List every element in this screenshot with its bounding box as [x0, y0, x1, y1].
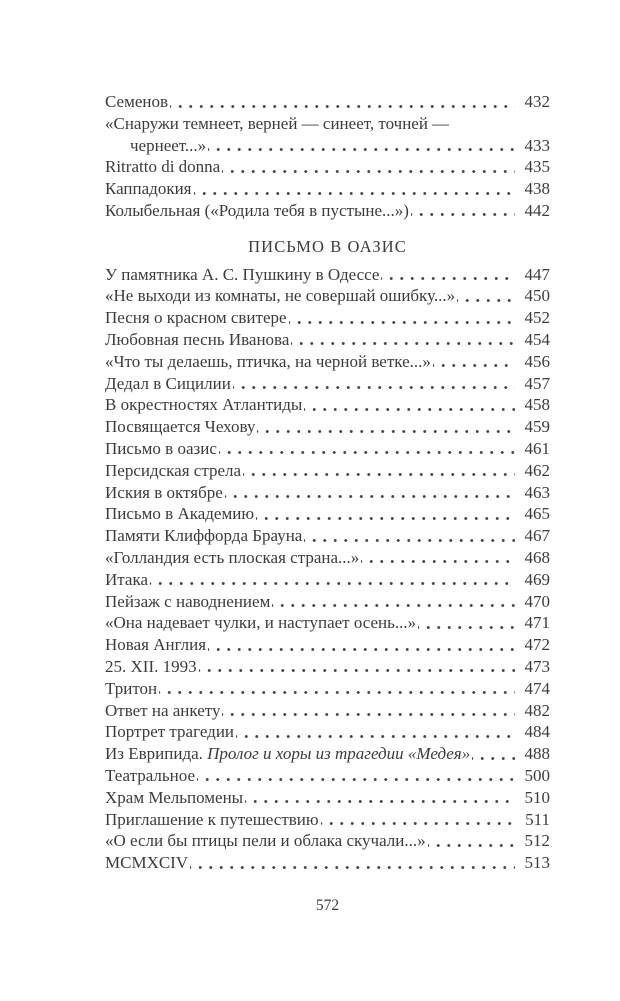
dot-leader — [245, 787, 515, 809]
dot-leader — [321, 809, 515, 831]
toc-entry-page: 513 — [524, 853, 550, 873]
toc-entry-title-text: MCMXCIV — [105, 853, 189, 873]
toc-entry-title-text: Тритон — [105, 678, 158, 698]
dot-leader — [197, 765, 515, 787]
toc-entry-title-text: В окрестностях Атлантиды — [105, 395, 303, 415]
toc-entry — [105, 135, 550, 157]
dot-leader — [219, 438, 515, 460]
toc-entry-title — [105, 482, 223, 504]
dot-leader — [159, 678, 515, 700]
toc-entry — [105, 765, 550, 787]
toc-entry-title — [105, 373, 231, 395]
toc-entry-title — [105, 700, 220, 722]
toc-entry-title-text: Памяти Клиффорда Брауна — [105, 526, 303, 546]
dot-leader — [257, 416, 515, 438]
toc-entry — [105, 656, 550, 678]
toc-entry — [105, 285, 550, 307]
toc-entry-page: 469 — [524, 569, 550, 589]
toc-entry — [105, 612, 550, 634]
dot-leader — [225, 482, 515, 504]
page-number: 572 — [315, 896, 340, 914]
toc-entry-title — [105, 264, 379, 286]
toc-entry-title — [105, 569, 148, 591]
dot-leader — [457, 285, 515, 307]
toc-entry — [105, 678, 550, 700]
dot-leader — [222, 700, 515, 722]
toc-entry-title — [105, 787, 243, 809]
toc-entry-title — [105, 113, 449, 135]
toc-entry-page: 454 — [524, 329, 550, 349]
toc-entry-title-text: Новая Англия — [105, 635, 207, 655]
toc-entry-title-text: Итака — [105, 569, 149, 589]
toc-entry-title-text: У памятника А. С. Пушкину в Одессе — [105, 264, 380, 284]
toc-entry-title — [105, 809, 319, 831]
toc-entry — [105, 178, 550, 200]
toc-entry-page: 511 — [525, 809, 550, 829]
toc-entry — [105, 721, 550, 743]
toc-entry — [105, 394, 550, 416]
toc-entry — [105, 482, 550, 504]
toc-entry — [105, 743, 550, 765]
toc-entry — [105, 113, 550, 135]
toc-entry-title — [105, 460, 241, 482]
toc-entry-title-text: Ritratto di donna — [105, 157, 221, 177]
toc-entry — [105, 830, 550, 852]
toc-entry-title-text: «Не выходи из комнаты, не совершай ошибку...» — [105, 286, 456, 306]
toc-entry-title-italic: Пролог и хоры из трагедии «Медея» — [207, 744, 471, 764]
toc-entry-title-text: Из Еврипида. — [105, 744, 208, 764]
toc-entry-title-text: Ответ на анкету — [105, 700, 221, 720]
toc-entry-page: 510 — [524, 787, 550, 807]
dot-leader — [208, 135, 515, 157]
toc-entry-page: 447 — [524, 264, 550, 284]
dot-leader — [243, 460, 515, 482]
toc-entry-title — [105, 156, 220, 178]
dot-leader — [272, 591, 515, 613]
dot-leader — [150, 569, 515, 591]
toc-entry-page: 470 — [524, 591, 550, 611]
toc-entry-title-text: Семенов — [105, 92, 169, 111]
toc-entry-title-text: Посвящается Чехову — [105, 417, 256, 437]
toc-entry-page: 500 — [524, 765, 550, 785]
dot-leader — [208, 634, 515, 656]
dot-leader — [256, 503, 515, 525]
toc-entry-page: 471 — [524, 613, 550, 633]
toc-entry-title — [105, 329, 289, 351]
toc-entry-page: 442 — [524, 200, 550, 220]
dot-leader — [170, 91, 515, 113]
toc-entry-title — [105, 394, 302, 416]
toc-entry-title — [130, 135, 206, 157]
toc-entry — [105, 373, 550, 395]
toc-entry — [105, 200, 550, 222]
toc-entry-title — [105, 612, 416, 634]
dot-leader — [418, 612, 515, 634]
dot-leader — [190, 852, 515, 874]
toc-entry — [105, 156, 550, 178]
toc-entry-title-text: «Что ты делаешь, птичка, на черной ветке...» — [105, 351, 431, 371]
toc-entry-title — [105, 351, 431, 373]
toc-entry-page: 472 — [524, 635, 550, 655]
toc-entry-title — [105, 830, 426, 852]
toc-entry — [105, 438, 550, 460]
dot-leader — [199, 656, 515, 678]
toc-entry-title-text: Дедал в Сицилии — [105, 373, 231, 393]
toc-entry-title — [105, 721, 234, 743]
toc-entry-page: 452 — [524, 308, 550, 328]
toc-entry — [105, 634, 550, 656]
dot-leader — [233, 373, 515, 395]
toc-entry-title-text: «Голландия есть плоская страна...» — [105, 547, 360, 567]
toc-entry-page: 450 — [524, 286, 550, 306]
toc-entry-title-text: Приглашение к путешествию — [105, 809, 319, 829]
toc-entry-title-text: «О если бы птицы пели и облака скучали...» — [105, 831, 426, 851]
toc-entry-title-text: Песня о красном свитере — [105, 308, 287, 328]
toc-entry-page: 435 — [524, 157, 550, 177]
toc-entry-title-text: Персидская стрела — [105, 460, 242, 480]
toc-entry-page: 467 — [524, 526, 550, 546]
toc-entry — [105, 416, 550, 438]
toc-entry-page: 456 — [524, 351, 550, 371]
toc-entry-title-text: Портрет трагедии — [105, 722, 235, 742]
toc-entry-title-text: Театральное — [105, 765, 196, 785]
toc-entry — [105, 525, 550, 547]
toc-entry-title-text: чернеет...» — [130, 135, 207, 155]
toc-entry-title — [105, 438, 217, 460]
toc-entry — [105, 503, 550, 525]
toc-entry — [105, 329, 550, 351]
toc-entry-title-text: Любовная песнь Иванова — [105, 329, 290, 349]
toc-entry-title-text: Каппадокия — [105, 179, 192, 199]
toc-entry-page: 482 — [524, 700, 550, 720]
dot-leader — [472, 743, 515, 765]
dot-leader — [236, 721, 515, 743]
toc-entry-title-text: Письмо в оазис — [105, 438, 217, 458]
toc-entry-title — [105, 307, 287, 329]
toc-entry-title — [105, 765, 195, 787]
dot-leader — [194, 178, 515, 200]
toc-entry-title-text: «Она надевает чулки, и наступает осень...» — [105, 613, 417, 633]
toc-entry — [105, 809, 550, 831]
dot-leader — [222, 156, 515, 178]
toc-entry — [105, 547, 550, 569]
dot-leader — [289, 307, 515, 329]
toc-entry-title — [105, 678, 157, 700]
toc-entry-page: 457 — [524, 373, 550, 393]
toc-entry-title — [105, 852, 188, 874]
dot-leader — [304, 525, 515, 547]
toc-entry — [105, 460, 550, 482]
toc-entry-page: 459 — [524, 417, 550, 437]
toc-entry-page: 433 — [524, 135, 550, 155]
toc-entry-title — [105, 503, 254, 525]
toc-entry-title — [105, 285, 455, 307]
toc-entry — [105, 307, 550, 329]
dot-leader — [433, 351, 515, 373]
section-heading: ПИСЬМО В ОАЗИС — [248, 236, 407, 256]
toc-entry-title — [105, 200, 409, 222]
toc-entry-title-text: Пейзаж с наводнением — [105, 591, 271, 611]
toc-entry-page: 488 — [524, 744, 550, 764]
toc-entry-title — [105, 91, 168, 113]
toc-entry — [105, 591, 550, 613]
toc-entry-page: 473 — [524, 656, 550, 676]
toc-entry-title — [105, 591, 270, 613]
table-of-contents — [105, 91, 550, 874]
toc-entry-title-text: Письмо в Академию — [105, 504, 255, 524]
toc-entry-page: 462 — [524, 460, 550, 480]
toc-entry-page: 512 — [524, 831, 550, 851]
toc-entry-page: 465 — [524, 504, 550, 524]
toc-entry-title — [105, 547, 359, 569]
toc-entry-page: 458 — [524, 395, 550, 415]
toc-entry-title — [105, 634, 206, 656]
dot-leader — [304, 394, 515, 416]
toc-entry-page: 474 — [524, 678, 550, 698]
toc-entry-page: 484 — [524, 722, 550, 742]
toc-entry-title — [105, 743, 470, 765]
toc-entry — [105, 264, 550, 286]
toc-entry-title-text: Храм Мельпомены — [105, 787, 244, 807]
toc-entry-title-text: «Снаружи темнеет, верней — синеет, точней — — [105, 113, 450, 133]
toc-entry — [105, 351, 550, 373]
toc-entry-title-text: Иския в октябре — [105, 482, 223, 502]
toc-entry — [105, 91, 550, 113]
toc-entry-page: 438 — [524, 179, 550, 199]
dot-leader — [381, 264, 515, 286]
toc-entry-page: 461 — [524, 438, 550, 458]
toc-entry-page: 432 — [524, 92, 550, 111]
toc-entry — [105, 700, 550, 722]
dot-leader — [361, 547, 515, 569]
toc-entry — [105, 569, 550, 591]
dot-leader — [291, 329, 515, 351]
toc-entry-title — [105, 525, 302, 547]
toc-entry-title — [105, 656, 197, 678]
toc-entry-title-text: Колыбельная («Родила тебя в пустыне...») — [105, 200, 409, 220]
toc-entry-page: 463 — [524, 482, 550, 502]
toc-entry — [105, 852, 550, 874]
toc-entry — [105, 787, 550, 809]
toc-entry-title — [105, 178, 192, 200]
toc-entry-title — [105, 416, 255, 438]
toc-entry-page: 468 — [524, 547, 550, 567]
toc-entry-title-text: 25. XII. 1993 — [105, 656, 197, 676]
dot-leader — [428, 830, 515, 852]
dot-leader — [411, 200, 515, 222]
